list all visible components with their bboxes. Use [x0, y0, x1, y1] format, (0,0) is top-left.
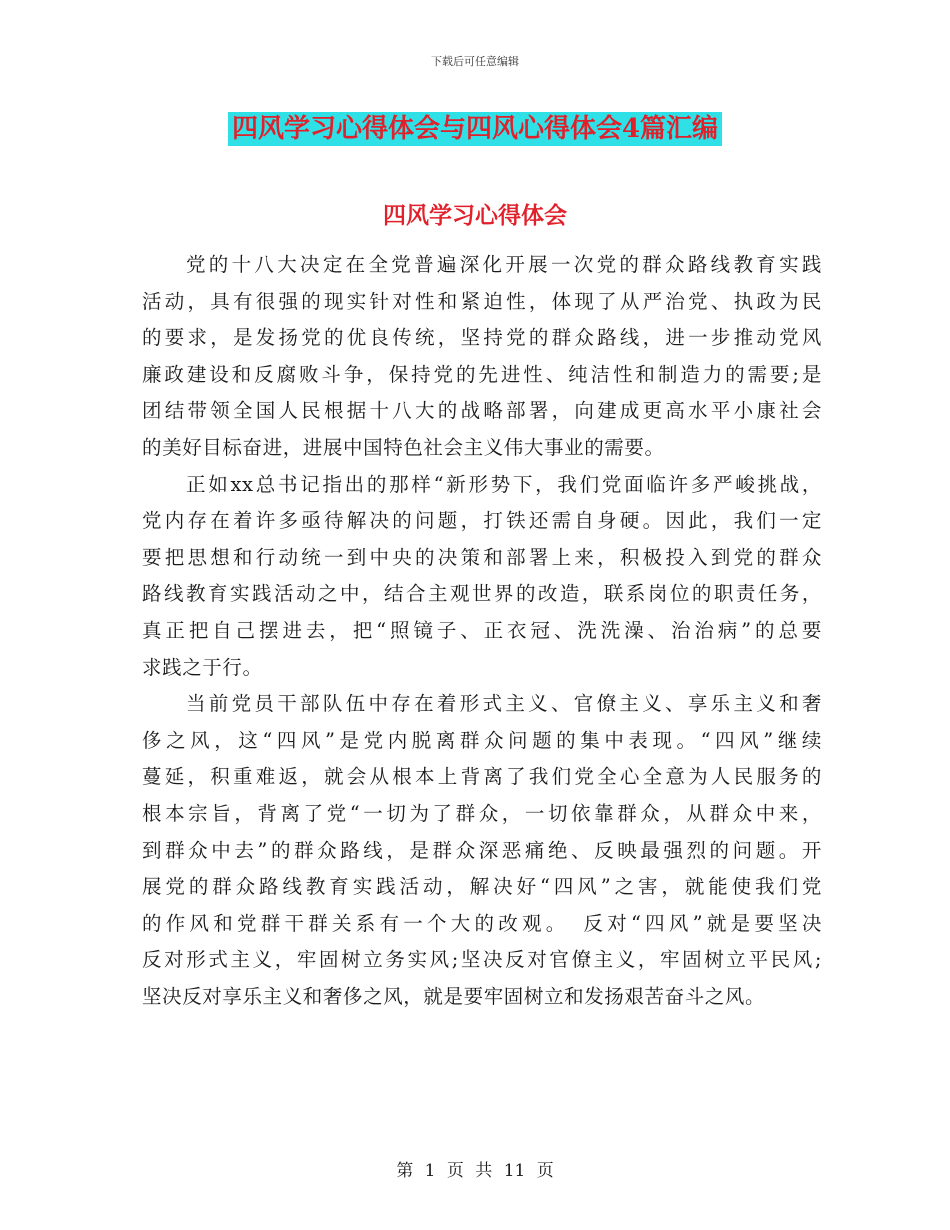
- text-line: 求践之于行。: [142, 655, 263, 679]
- document-title: 四风学习心得体会与四风心得体会4篇汇编: [228, 112, 722, 146]
- text-line: 侈之风，这“四风”是党内脱离群众问题的集中表现。“四风”继续: [142, 728, 822, 752]
- text-line: 蔓延，积重难返，就会从根本上背离了我们党全心全意为人民服务的: [142, 765, 822, 789]
- document-body: [142, 247, 822, 1015]
- text-line: 正如xx总书记指出的那样“新形势下，我们党面临许多严峻挑战，: [186, 472, 822, 496]
- document-title-container: [0, 112, 950, 146]
- page-header-note: 下载后可任意编辑: [431, 55, 519, 68]
- text-line: 要把思想和行动统一到中央的决策和部署上来，积极投入到党的群众: [142, 545, 822, 569]
- text-line: 党的十八大决定在全党普遍深化开展一次党的群众路线教育实践: [186, 253, 822, 276]
- text-line: 活动，具有很强的现实针对性和紧迫性，体现了从严治党、执政为民: [142, 289, 822, 313]
- text-line: 党内存在着许多亟待解决的问题，打铁还需自身硬。因此，我们一定: [142, 509, 822, 533]
- text-line: 反对形式主义，牢固树立务实风;坚决反对官僚主义，牢固树立平民风;: [142, 948, 822, 972]
- text-line: 真正把自己摆进去，把“照镜子、正衣冠、洗洗澡、治治病”的总要: [142, 618, 822, 642]
- text-line: 廉政建设和反腐败斗争，保持党的先进性、纯洁性和制造力的需要;是: [142, 362, 822, 386]
- text-line: 的美好目标奋进，进展中国特色社会主义伟大事业的需要。: [142, 435, 665, 459]
- text-line: 展党的群众路线教育实践活动，解决好“四风”之害，就能使我们党: [142, 875, 822, 899]
- text-line: 到群众中去”的群众路线，是群众深恶痛绝、反映最强烈的问题。开: [142, 838, 822, 862]
- text-line: 的要求，是发扬党的优良传统，坚持党的群众路线，进一步推动党风: [142, 326, 822, 350]
- text-line: 路线教育实践活动之中，结合主观世界的改造，联系岗位的职责任务，: [142, 582, 822, 606]
- text-line: 的作风和党群干群关系有一个大的改观。 反对“四风”就是要坚决: [142, 911, 822, 935]
- text-line: 根本宗旨，背离了党“一切为了群众，一切依靠群众，从群众中来，: [142, 801, 822, 825]
- page-number: 第 1 页 共 11 页: [396, 1161, 554, 1181]
- text-line: 当前党员干部队伍中存在着形式主义、官僚主义、享乐主义和奢: [186, 692, 822, 716]
- section-title: 四风学习心得体会: [383, 202, 567, 229]
- text-line: 团结带领全国人民根据十八大的战略部署，向建成更高水平小康社会: [142, 399, 822, 423]
- text-line: 坚决反对享乐主义和奢侈之风，就是要牢固树立和发扬艰苦奋斗之风。: [142, 984, 766, 1008]
